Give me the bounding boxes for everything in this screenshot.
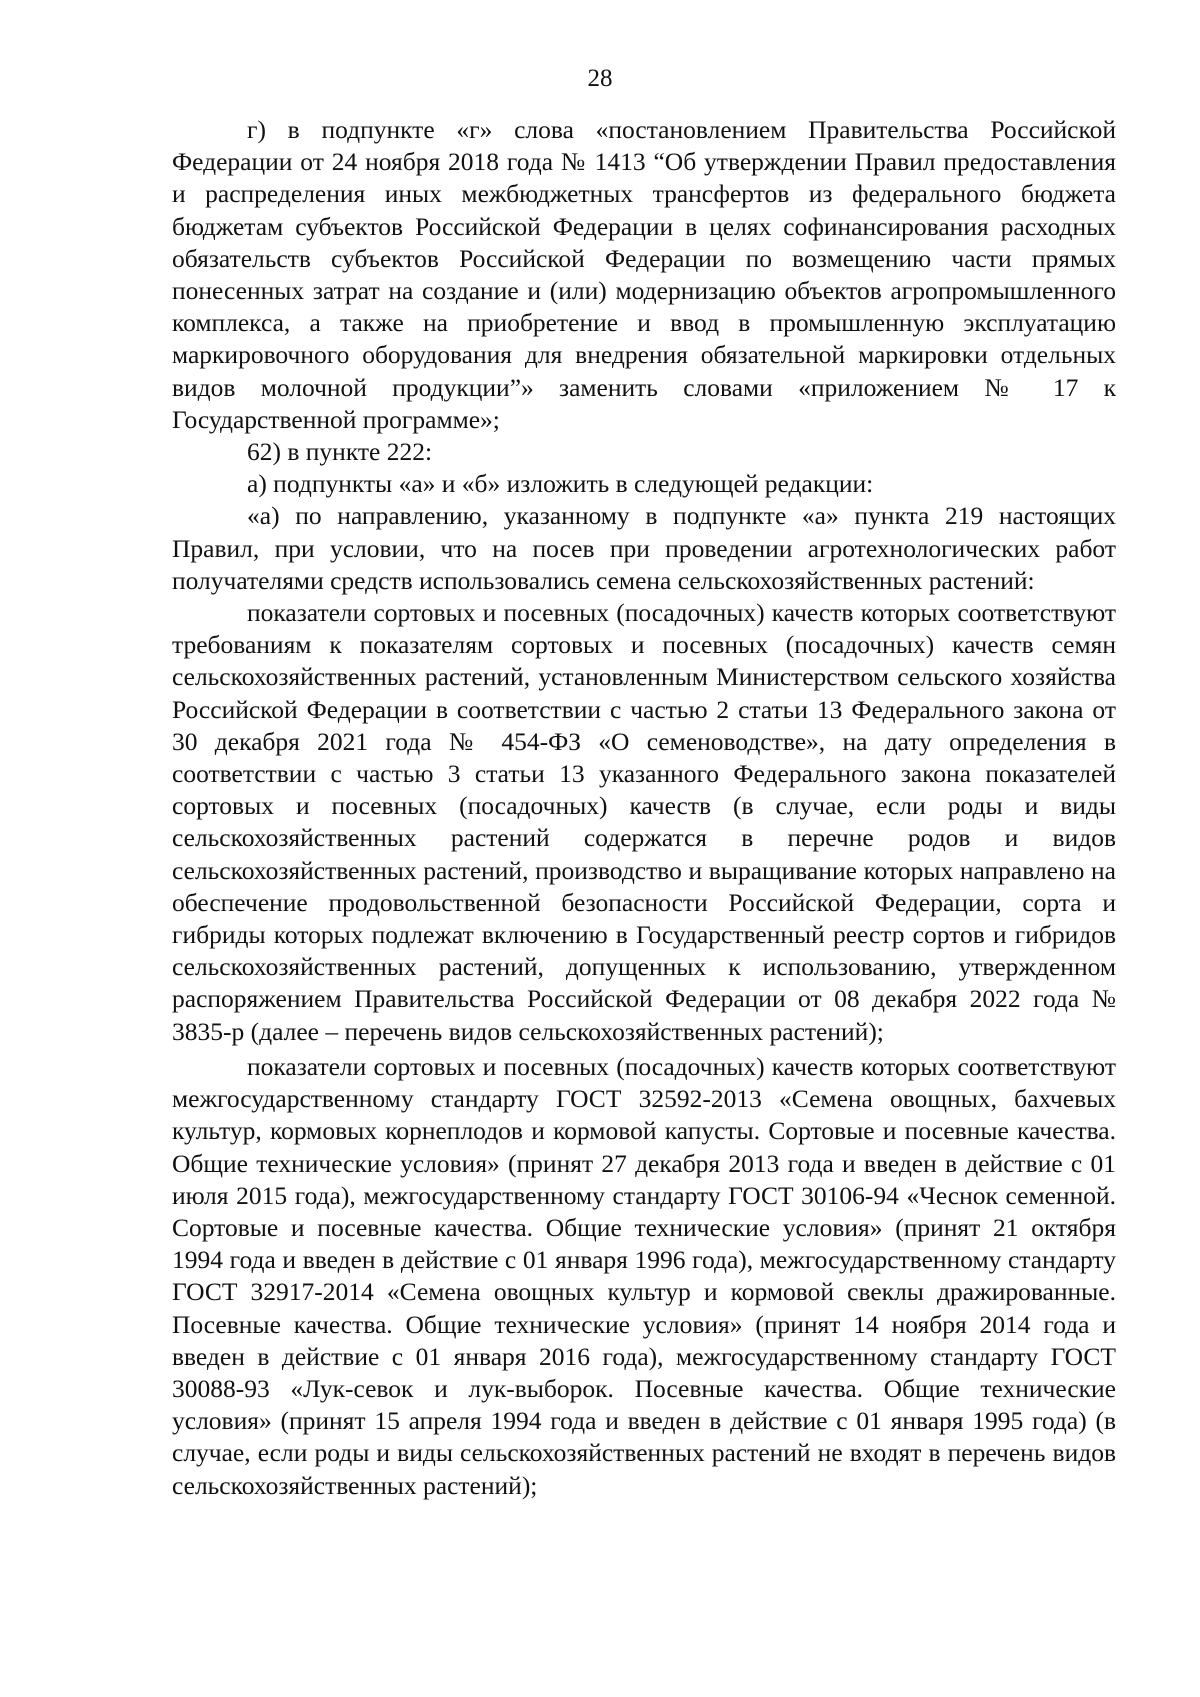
paragraph-gost-standards: показатели сортовых и посевных (посадочных) качеств которых соответствуют межгосударственному стандарту ГОСТ 32592-2013 «Семена овощных, бахчевых культур, кормовых корнеплодов и кормовой капусты. Сортовые и посевные качества. Общие технические условия» (принят 27 декабря 2013 года и введен в действие с 01 июля 2015 года), межгосударственному стандарту ГОСТ 30106-94 «Чеснок семенной. Сортовые и посевные качества. Общие технические условия» (принят 21 октября 1994 года и введен в действие с 01 января 1996 года), межгосударственному стандарту ГОСТ 32917-2014 «Семена овощных культур и кормовой свеклы дражированные. Посевные качества. Общие технические условия» (принят 14 ноября 2014 года и введен в действие с 01 января 2016 года), межгосударственному стандарту ГОСТ 30088-93 «Лук-севок и лук-выборок. Посевные качества. Общие технические условия» (принят 15 апреля 1994 года и введен в действие с 01 января 1995 года) (в случае, если роды и виды сельскохозяйственных растений не входят в перечень видов сельскохозяйственных растений);: [172, 1051, 1116, 1500]
page-number: 28: [587, 65, 613, 92]
document-body: [172, 114, 1116, 1502]
paragraph-subpoint-a: «а) по направлению, указанному в подпункте «а» пункта 219 настоящих Правил, при условии, что на посев при проведении агротехнологических работ получателями средств использовались семена сельскохозяйственных растений:: [172, 501, 1116, 595]
paragraph-subpoints-a-b: а) подпункты «а» и «б» изложить в следующей редакции:: [247, 469, 874, 499]
paragraph-point-62: 62) в пункте 222:: [247, 437, 433, 467]
paragraph-seed-quality-requirements: показатели сортовых и посевных (посадочных) качеств которых соответствуют требованиям к показателям сортовых и посевных (посадочных) качеств семян сельскохозяйственных растений, установленным Министерством сельского хозяйства Российской Федерации в соответствии с частью 2 статьи 13 Федерального закона от 30 декабря 2021 года № 454-ФЗ «О семеноводстве», на дату определения в соответствии с частью 3 статьи 13 указанного Федерального закона показателей сортовых и посевных (посадочных) качеств (в случае, если роды и виды сельскохозяйственных растений содержатся в перечне родов и видов сельскохозяйственных растений, производство и выращивание которых направлено на обеспечение продовольственной безопасности Российской Федерации, сорта и гибриды которых подлежат включению в Государственный реестр сортов и гибридов сельскохозяйственных растений, допущенных к использованию, утвержденном распоряжением Правительства Российской Федерации от 08 декабря 2022 года № 3835-р (далее – перечень видов сельскохозяйственных растений);: [172, 598, 1116, 1046]
paragraph-subpoint-g: г) в подпункте «г» слова «постановлением Правительства Российской Федерации от 24 ноября 2018 года № 1413 “Об утверждении Правил предоставления и распределения иных межбюджетных трансфертов из федерального бюджета бюджетам субъектов Российской Федерации в целях софинансирования расходных обязательств субъектов Российской Федерации по возмещению части прямых понесенных затрат на создание и (или) модернизацию объектов агропромышленного комплекса, а также на приобретение и ввод в промышленную эксплуатацию маркировочного оборудования для внедрения обязательной маркировки отдельных видов молочной продукции”» заменить словами «приложением № 17 к Государственной программе»;: [172, 115, 1116, 434]
